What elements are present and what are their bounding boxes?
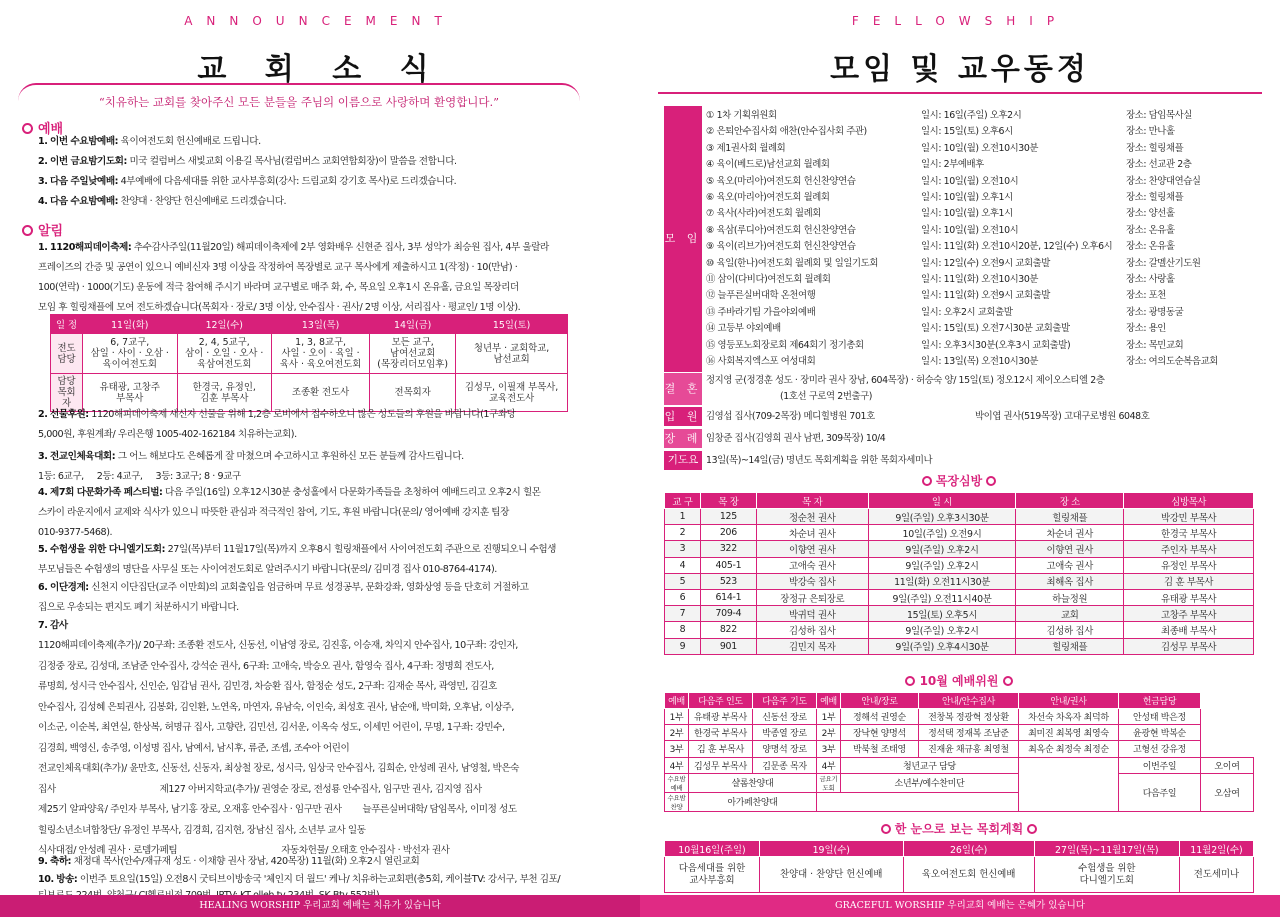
meeting-row xyxy=(706,239,1254,255)
schedule-header: 13일(목) xyxy=(272,315,370,334)
visit-cell: 한경국 부목사 xyxy=(1124,525,1254,541)
visit-cell: 9일(주일) 오후4시30분 xyxy=(868,638,1016,654)
page-title: 모임 및 교우동정 xyxy=(830,52,1090,87)
thanks-line: 집사 제127 아버지학교(추가)/ 권영순 장로, 전성룡 안수집사, 임구만 권사, 김지영 집사 xyxy=(38,783,482,795)
plan-title: 한 눈으로 보는 목회계획 xyxy=(664,820,1254,837)
meeting-place: 장소: 용인 xyxy=(1126,323,1166,335)
visit-cell: 206 xyxy=(700,525,756,541)
visit-header: 교 구 xyxy=(665,493,701,509)
circle-icon xyxy=(1027,824,1037,834)
visit-cell: 하늘정원 xyxy=(1016,589,1124,605)
plan-header: 11월2일(수) xyxy=(1179,841,1253,857)
visit-cell: 이향연 권사 xyxy=(1016,541,1124,557)
meeting-name: ⑬ 주바라기팀 가을야외예배 xyxy=(706,306,816,318)
funeral-label: 장 례 xyxy=(664,429,702,448)
meeting-date: 일시: 10일(월) 오후1시 xyxy=(921,192,1013,203)
visit-cell: 박강숙 집사 xyxy=(756,573,868,589)
worship-item: 4. 다음 수요밤예배: 찬양대 · 찬양단 헌신예배로 드리겠습니다. xyxy=(38,196,287,207)
visit-header: 심방목사 xyxy=(1124,493,1254,509)
evangelism-schedule-table xyxy=(50,314,568,412)
meeting-name: ④ 육이(베드로)남선교회 월례회 xyxy=(706,159,830,171)
section-worship: 예배 xyxy=(22,118,63,137)
visit-cell: 9 xyxy=(665,638,701,654)
news-item-3: 3. 전교인체육대회: 그 어느 해보다도 은혜롭게 잘 마쳤으며 수고하시고 후원하신 모든 분들께 감사드립니다. 1등: 6교구, 2등: 4교구, 3등: 3교구; 8 · 9교구 xyxy=(38,451,464,482)
visit-cell: 유태광 부목사 xyxy=(1124,589,1254,605)
thanks-line: 1120해피데이축제(추가)/ 20구좌: 조종환 전도사, 신동선, 이남영 장로, 김진홍, 이승재, 차익지 안수집사, 10구좌: 강인자, xyxy=(38,640,518,651)
worship-item: 2. 이번 금요밤기도회: 미국 컬럼버스 새빛교회 이용길 목사님(컬럼버스 교회연합회장)이 말씀을 전합니다. xyxy=(38,156,457,167)
table-row xyxy=(665,606,1254,622)
meeting-row xyxy=(706,354,1254,370)
visit-cell: 901 xyxy=(700,638,756,654)
plan-header: 26일(수) xyxy=(903,841,1034,857)
visit-cell: 9일(주일) 오후2시 xyxy=(868,557,1016,573)
duty-cell: 윤광현 박복순 xyxy=(1119,725,1201,741)
meeting-place: 장소: 여의도순복음교회 xyxy=(1126,356,1218,367)
meeting-place: 장소: 만나홀 xyxy=(1126,126,1175,138)
duty-cell: 2부 xyxy=(817,725,841,741)
worship-item: 3. 다음 주일낮예배: 4부예배에 다음세대를 위한 교사부흥회(강사: 드림교회 강기호 목사)로 드리겠습니다. xyxy=(38,176,457,187)
visit-header: 목 장 xyxy=(700,493,756,509)
visit-cell: 4 xyxy=(665,557,701,573)
schedule-cell: 1, 3, 8교구, 사일 · 오이 · 육일 · 육사 · 육오여전도회 xyxy=(272,334,370,374)
schedule-header: 14일(금) xyxy=(370,315,456,334)
meeting-place: 장소: 사랑홀 xyxy=(1126,274,1175,285)
visit-cell: 힐링채플 xyxy=(1016,509,1124,525)
meeting-name: ① 1차 기획위원회 xyxy=(706,110,777,121)
meeting-row xyxy=(706,288,1254,304)
meeting-row xyxy=(706,305,1254,321)
meeting-name: ⑨ 육이(리브가)여전도회 헌신찬양연습 xyxy=(706,241,856,253)
meeting-row xyxy=(706,124,1254,140)
visit-cell: 9일(주일) 오후3시30분 xyxy=(868,509,1016,525)
schedule-cell: 전목회자 xyxy=(370,374,456,412)
duty-cell: 안성태 박은정 xyxy=(1119,709,1201,725)
duty-cell: 1부 xyxy=(665,709,689,725)
plan-table xyxy=(664,840,1254,893)
duty-header: 헌금담당 xyxy=(1119,693,1201,709)
thanks-line: 식사대접/ 안성례 권사 · 로뎀가페팀 자동차헌물/ 오태호 안수집사 · 박선자 권사 xyxy=(38,845,450,856)
visit-cell: 차순녀 권사 xyxy=(1016,525,1124,541)
meeting-place: 장소: 목민교회 xyxy=(1126,339,1184,351)
visit-cell: 3 xyxy=(665,541,701,557)
admission-a: 김영섭 집사(709-2목장) 메디힐병원 701호 xyxy=(706,411,875,422)
thanks-line: 류명희, 성시극 안수집사, 신인순, 임갑님 권사, 김민경, 차승환 집사, 함정순 성도, 2구좌: 김재순 목사, 곽영민, 김길호 xyxy=(38,681,497,692)
table-row xyxy=(665,557,1254,573)
duty-cell: 박북철 조태영 xyxy=(841,741,919,757)
page-title: 교 회 소 식 xyxy=(197,52,443,87)
meeting-row xyxy=(706,272,1254,288)
visit-cell: 김성하 집사 xyxy=(1016,622,1124,638)
plan-header: 10월16일(주일) xyxy=(665,841,760,857)
plan-header: 19일(수) xyxy=(759,841,903,857)
section-header: FELLOWSHIP xyxy=(851,14,1069,28)
admission-label: 입 원 xyxy=(664,407,702,426)
meal-next: 다음주일 xyxy=(1119,773,1201,811)
meeting-date: 일시: 10일(월) 오전10시 xyxy=(921,224,1019,236)
visit-cell: 2 xyxy=(665,525,701,541)
meeting-name: ⑩ 육일(한나)여전도회 월례회 및 일일기도회 xyxy=(706,257,878,269)
news-item-2: 2. 선물후원: 1120해피데이축제 새신자 선물을 위해 1,2층 로비에서 접수하오니 많은 성도들의 후원을 바랍니다(1구좌당 5,000원, 후원계좌/ 우리은행 1005-402-162184 치유하는교회). xyxy=(38,409,516,440)
visit-cell: 교회 xyxy=(1016,606,1124,622)
meeting-date: 일시: 오후3시30분(오후3시 교회출발) xyxy=(921,339,1071,351)
meeting-place: 장소: 온유홀 xyxy=(1126,224,1175,236)
circle-icon xyxy=(22,225,33,236)
visit-cell: 박귀덕 권사 xyxy=(756,606,868,622)
thanks-line: 김정중 장로, 김성대, 조남준 안수집사, 강석순 권사, 6구좌: 고애숙, 박승오 권사, 함영숙 집사, 4구좌: 정명희 전도사, xyxy=(38,660,494,672)
thanks-line: 전교인체육대회(추가)/ 윤만호, 신동선, 신동자, 최상철 장로, 성시극, 임상국 안수집사, 김희순, 안성례 권사, 남영철, 박은숙 xyxy=(38,763,519,774)
duty-cell: 수요밤예배 xyxy=(665,773,689,792)
visit-cell: 이향연 권사 xyxy=(756,541,868,557)
meeting-date: 일시: 12일(수) 오전9시 교회출발 xyxy=(921,257,1050,269)
meeting-date: 일시: 2부예배후 xyxy=(921,159,984,171)
table-row xyxy=(665,725,1254,741)
visit-cell: 6 xyxy=(665,589,701,605)
duty-cell: 아가페찬양대 xyxy=(689,792,817,811)
meeting-name: ③ 제1권사회 월례회 xyxy=(706,142,786,154)
thanks-line: 김경희, 백영신, 송주영, 이성명 집사, 남예서, 남시후, 류준, 조셉, 조수아 어린이 xyxy=(38,742,350,754)
meal-next-value: 오삼여 xyxy=(1201,773,1254,811)
meeting-place: 장소: 양선홀 xyxy=(1126,208,1175,220)
visit-cell: 405-1 xyxy=(700,557,756,573)
visit-cell: 최종배 부목사 xyxy=(1124,622,1254,638)
plan-cell: 수험생을 위한 다니엘기도회 xyxy=(1034,857,1179,893)
meeting-date: 일시: 10일(월) 오전10시 xyxy=(921,175,1019,187)
table-row xyxy=(665,525,1254,541)
wedding-label: 결 혼 xyxy=(664,373,702,405)
meeting-place: 장소: 찬양대연습실 xyxy=(1126,175,1201,187)
schedule-header: 15일(토) xyxy=(456,315,568,334)
meeting-name: ⑧ 육삼(루디아)여전도회 헌신찬양연습 xyxy=(706,224,856,236)
table-row xyxy=(665,622,1254,638)
duty-cell: 김 훈 부목사 xyxy=(689,741,753,757)
meeting-date: 일시: 15일(토) 오전7시30분 교회출발 xyxy=(921,323,1070,335)
visit-cell: 고애숙 권사 xyxy=(1016,557,1124,573)
table-row xyxy=(665,709,1254,725)
visit-cell: 김성무 부목사 xyxy=(1124,638,1254,654)
visit-cell: 822 xyxy=(700,622,756,638)
visit-cell: 1 xyxy=(665,509,701,525)
schedule-cell: 6, 7교구, 삼일 · 사이 · 오삼 · 육이여전도회 xyxy=(83,334,178,374)
meeting-name: ⑤ 육오(마리아)여전도회 헌신찬양연습 xyxy=(706,175,856,187)
meeting-name: ⑭ 고등부 야외예배 xyxy=(706,323,781,335)
meeting-place: 장소: 포천 xyxy=(1126,290,1166,302)
duty-cell: 한경국 부목사 xyxy=(689,725,753,741)
prayer-text: 13일(목)~14일(금) 명년도 목회계획을 위한 목회자세미나 xyxy=(706,455,933,466)
plan-cell: 찬양대 · 찬양단 헌신예배 xyxy=(759,857,903,893)
schedule-cell: 조종환 전도사 xyxy=(272,374,370,412)
circle-icon xyxy=(922,476,932,486)
visit-cell: 11일(화) 오전11시30분 xyxy=(868,573,1016,589)
thanks-line: 안수집사, 김성혜 은퇴권사, 김봉화, 김인환, 노연옥, 마연자, 유남숙, 이인숙, 최성호 권사, 남순애, 박미화, 오후남, 이상주, xyxy=(38,701,514,713)
meeting-place: 장소: 온유홀 xyxy=(1126,241,1175,253)
visit-cell: 김민지 목자 xyxy=(756,638,868,654)
schedule-header: 11일(화) xyxy=(83,315,178,334)
thanks-line: 제25기 알파양육/ 주인자 부목사, 남기홍 장로, 오재홍 안수집사 · 임구만 권사 늘푸른실버대학/ 담임목사, 이미정 성도 xyxy=(38,804,517,815)
duty-cell: 금요기도회 xyxy=(817,773,841,792)
visit-header: 목 자 xyxy=(756,493,868,509)
visit-cell: 9일(주일) 오후2시 xyxy=(868,541,1016,557)
meeting-place: 장소: 힐링채플 xyxy=(1126,142,1184,154)
duty-cell: 수요밤찬양 xyxy=(665,792,689,811)
duty-cell: 전창복 정광혁 정상환 xyxy=(919,709,1019,725)
visit-cell: 정순천 권사 xyxy=(756,509,868,525)
duty-header: 예배 xyxy=(665,693,689,709)
table-row xyxy=(665,573,1254,589)
visit-cell: 힐링채플 xyxy=(1016,638,1124,654)
funeral-text: 임창준 집사(김영희 권사 남편, 309목장) 10/4 xyxy=(706,433,886,444)
thanks-line: 이소군, 이순복, 최연실, 한상복, 허명규 집사, 고향란, 김민선, 김서운, 이옥숙 성도, 이세민 어린이, 무명, 1구좌: 강민수, xyxy=(38,722,505,733)
meeting-date: 일시: 15일(토) 오후6시 xyxy=(921,126,1013,138)
visit-cell: 장정규 은퇴장로 xyxy=(756,589,868,605)
meeting-date: 일시: 11일(화) 오전10시30분 xyxy=(921,274,1039,285)
meeting-name: ⑪ 삼이(다비다)여전도회 월례회 xyxy=(706,274,831,285)
duty-cell: 최옥순 최정숙 최정순 xyxy=(1019,741,1119,757)
wedding-line-1: 정지영 군(정경훈 성도 · 장미라 권사 장남, 604목장) · 허승숙 양/ 15일(토) 정오12시 제이오스티엘 2층 xyxy=(706,375,1105,386)
duty-cell: 유태광 부목사 xyxy=(689,709,753,725)
visit-cell: 614-1 xyxy=(700,589,756,605)
meeting-name: ② 은퇴안수집사회 애찬(안수집사회 주관) xyxy=(706,126,867,138)
duty-cell: 김문종 목자 xyxy=(753,757,817,773)
table-row xyxy=(665,741,1254,757)
meeting-date: 일시: 10일(월) 오전10시30분 xyxy=(921,142,1039,154)
meeting-row xyxy=(706,157,1254,173)
visit-cell: 322 xyxy=(700,541,756,557)
visit-cell: 8 xyxy=(665,622,701,638)
plan-cell: 전도세미나 xyxy=(1179,857,1253,893)
meeting-date: 일시: 16일(주일) 오후2시 xyxy=(921,110,1022,121)
visit-header: 일 시 xyxy=(868,493,1016,509)
duty-cell: 최미진 최복영 최영숙 xyxy=(1019,725,1119,741)
news-item-10: 10. 방송: 이번주 토요일(15일) 오전8시 굿티브이방송국 '체인지 더 월드' 케나/ 치유하는교회편(총5회, 케이블TV: 강서구, 부천 김포/ xyxy=(38,874,561,885)
meeting-row xyxy=(706,338,1254,354)
duty-cell: 정해석 권영순 xyxy=(841,709,919,725)
news-item-6: 6. 이단경계: 신천지 이단집단(교주 이만희)의 교회출입을 엄금하며 무료 성경공부, 문화강좌, 영화상영 등을 단호히 거절하고 집으로 우송되는 편지도 폐기 처분하시기 바랍니다. xyxy=(38,582,529,613)
duty-cell: 4부 xyxy=(665,757,689,773)
meetings-label: 모 임 xyxy=(664,106,702,372)
visit-cell: 125 xyxy=(700,509,756,525)
row-header: 담당 목회자 xyxy=(51,374,83,412)
meeting-name: ⑯ 사회복지엑스포 여성대회 xyxy=(706,356,816,367)
meeting-name: ⑥ 육오(마리아)여전도회 월례회 xyxy=(706,192,830,203)
meal-this-value: 오이여 xyxy=(1201,757,1254,773)
table-row xyxy=(665,757,1254,773)
duty-cell: 박종열 장로 xyxy=(753,725,817,741)
table-row xyxy=(665,509,1254,525)
meeting-place: 장소: 담임목사실 xyxy=(1126,110,1192,121)
duty-cell: 차선숙 차옥자 최덕하 xyxy=(1019,709,1119,725)
circle-icon xyxy=(986,476,996,486)
meeting-date: 일시: 13일(목) 오전10시30분 xyxy=(921,356,1039,367)
table-row xyxy=(665,638,1254,654)
schedule-cell: 김성무, 이필재 부목사, 교육전도사 xyxy=(456,374,568,412)
duty-cell: 3부 xyxy=(665,741,689,757)
table-row xyxy=(665,541,1254,557)
footer-right: GRACEFUL WORSHIP 우리교회 예배는 은혜가 있습니다 xyxy=(640,895,1280,917)
circle-icon xyxy=(22,123,33,134)
meeting-place: 장소: 힐링채플 xyxy=(1126,192,1184,203)
meal-label: 식당 봉사 xyxy=(1019,757,1119,811)
duty-cell: 신동선 장로 xyxy=(753,709,817,725)
schedule-cell: 청년부 · 교회학교, 남선교회 xyxy=(456,334,568,374)
schedule-cell: 모든 교구, 남여선교회 (목장리더모임후) xyxy=(370,334,456,374)
news-item-7: 7. 감사 1120해피데이축제(추가)/ 20구좌: 조종환 전도사, 신동선, 이남영 장로, 김진홍, 이승재, 차익지 안수집사, 10구좌: 강인자, 김정중 장로, 김성대, 조남준 안수집사, 강석순 권사, 6구좌: 고애숙, 박승오 권사, 함영숙 집사, 4구좌: 정명희 전도사, 류명희, 성시극 안수집사, 신인순, 임갑님 권사, 김민경, 차승환 집사, 함정순 성도, 2구좌: 김재순 목사, 곽영민, 김길호 안수집사, 김성혜 은퇴권사, 김봉화, 김인환, 노연옥, 마연자, 유남숙, 이인숙, 최성호 권사, 남순애, 박미화, 오후남, 이상주, 이소군, 이순복, 최연실, 한상복, 허명규 집사, 고향란, 김민선, 김서운, 이옥숙 성도, 이세민 어린이, 무명, 1구좌: 강민수, 김경희, 백영신, 송주영, 이성명 집사, 남예서, 남시후, 류준, 조셉, 조수아 어린이 전교인체육대회(추가)/ 윤만호, 신동선, 신동자, 최상철 장로, 성시극, 임상국 안수집사, 김희순, 안성례 권사, 남영철, 박은숙 집사 제127 아버지학교(추가)/ 권영순 장로, 전성룡 안수집사, 임구만 권사, 김지영 집사 제25기 알파양육/ 주인자 부목사, 남기홍 장로, 오재홍 안수집사 · 임구만 권사 늘푸른실버대학/ 담임목사, 이미정 성도 힐링소년소녀합창단/ 유정인 부목사, 김경희, 김지현, 장남신 집사, 소년부 교사 일동 식사대접/ 안성례 권사 · 로뎀가페팀 자동차헌물/ 오태호 안수집사 · 박선자 권사 xyxy=(38,616,566,862)
meeting-row xyxy=(706,223,1254,239)
duty-cell: 청년교구 담당 xyxy=(841,757,1019,773)
duty-cell: 1부 xyxy=(817,709,841,725)
duty-header: 예배 xyxy=(817,693,841,709)
visit-cell: 차순녀 권사 xyxy=(756,525,868,541)
wedding-line-2: (1호선 구로역 2번출구) xyxy=(780,391,873,402)
plan-cell: 육오여전도회 헌신예배 xyxy=(903,857,1034,893)
visit-table xyxy=(664,492,1254,655)
duty-header: 안내/안수집사 xyxy=(919,693,1019,709)
row-header: 전도 담당 xyxy=(51,334,83,374)
meeting-name: ⑮ 영등포노회장로회 제64회기 정기총회 xyxy=(706,339,864,351)
schedule-cell: 2, 4, 5교구, 삼이 · 오일 · 오사 · 육삼여전도회 xyxy=(177,334,272,374)
duty-header: 안내/장로 xyxy=(841,693,919,709)
visit-cell: 7 xyxy=(665,606,701,622)
meal-this: 이번주일 xyxy=(1119,757,1201,773)
duty-cell: 고형선 강유정 xyxy=(1119,741,1201,757)
duty-cell: 4부 xyxy=(817,757,841,773)
visit-cell: 김성하 집사 xyxy=(756,622,868,638)
visit-cell: 9일(주일) 오전11시40분 xyxy=(868,589,1016,605)
schedule-cell: 유태광, 고창주 부목사 xyxy=(83,374,178,412)
meeting-row xyxy=(706,174,1254,190)
duty-cell xyxy=(817,792,1019,811)
visit-cell: 5 xyxy=(665,573,701,589)
duty-title: 10월 예배위원 xyxy=(664,672,1254,689)
duty-cell: 소년부/예수찬미단 xyxy=(841,773,1019,792)
visit-cell: 고창주 부목사 xyxy=(1124,606,1254,622)
visit-cell: 김 훈 부목사 xyxy=(1124,573,1254,589)
meeting-row xyxy=(706,256,1254,272)
section-news: 알림 xyxy=(22,220,63,239)
visit-cell: 최해옥 집사 xyxy=(1016,573,1124,589)
visit-cell: 주인자 부목사 xyxy=(1124,541,1254,557)
visit-cell: 박강민 부목사 xyxy=(1124,509,1254,525)
visit-cell: 9일(주일) 오후2시 xyxy=(868,622,1016,638)
duty-cell: 정석택 정재복 조남준 xyxy=(919,725,1019,741)
meeting-place: 장소: 광명동굴 xyxy=(1126,306,1184,318)
visit-cell: 10일(주일) 오전9시 xyxy=(868,525,1016,541)
visit-header: 장 소 xyxy=(1016,493,1124,509)
thanks-line: 힐링소년소녀합창단/ 유정인 부목사, 김경희, 김지현, 장남신 집사, 소년부 교사 일동 xyxy=(38,824,366,836)
meeting-row xyxy=(706,321,1254,337)
meeting-date: 일시: 10일(월) 오후1시 xyxy=(921,208,1013,220)
prayer-label: 기도요청 xyxy=(664,451,702,470)
circle-icon xyxy=(905,676,915,686)
schedule-cell: 한경국, 유정인, 김훈 부목사 xyxy=(177,374,272,412)
news-item-4: 4. 제7회 다문화가족 페스티벌: 다음 주일(16일) 오후12시30분 충성홀에서 다문화가족들을 초청하여 예배드리고 오후2시 힐몬 스카이 라운지에서 교제와 식사가 있으니 따뜻한 관심과 적극적인 참여, 기도, 후원 바랍니다(문의/ 영어예배 강지훈 팀장 010-9377-5468). xyxy=(38,487,541,538)
meeting-date: 일시: 11일(화) 오전10시20분, 12일(수) 오후6시 xyxy=(921,241,1113,253)
circle-icon xyxy=(1003,676,1013,686)
duty-header: 다음주 인도 xyxy=(689,693,753,709)
duty-table xyxy=(664,692,1254,812)
meeting-date: 일시: 11일(화) 오전9시 교회출발 xyxy=(921,290,1050,302)
visit-cell: 유정인 부목사 xyxy=(1124,557,1254,573)
meeting-place: 장소: 선교관 2층 xyxy=(1126,159,1192,171)
meeting-name: ⑫ 늘푸른실버대학 온천여행 xyxy=(706,290,816,302)
news-item-5: 5. 수험생을 위한 다니엘기도회: 27일(목)부터 11월17일(목)까지 오후8시 힐링채플에서 사이여전도회 주관으로 진행되오니 수험생 부모님들은 수험생의 명단을 사무실 또는 사이여전도회로 알려주시기 바랍니다(문의/ 김미경 집사 010-8764-4174). xyxy=(38,544,556,575)
duty-cell: 2부 xyxy=(665,725,689,741)
visit-title: 목장심방 xyxy=(664,472,1254,489)
title-rule xyxy=(658,90,1262,94)
duty-cell: 3부 xyxy=(817,741,841,757)
meeting-place: 장소: 갈멜산기도원 xyxy=(1126,257,1201,269)
duty-cell: 진재윤 채규홍 최영철 xyxy=(919,741,1019,757)
meeting-name: ⑦ 육사(사라)여전도회 월례회 xyxy=(706,208,821,220)
footer-left: HEALING WORSHIP 우리교회 예배는 치유가 있습니다 xyxy=(0,895,640,917)
meeting-row xyxy=(706,108,1254,124)
duty-header: 안내/권사 xyxy=(1019,693,1119,709)
duty-cell: 샬롬찬양대 xyxy=(689,773,817,792)
table-row xyxy=(665,773,1254,792)
worship-item: 1. 이번 수요밤예배: 육이여전도회 헌신예배로 드립니다. xyxy=(38,136,261,147)
news-item-1: 1. 1120해피데이축제: 추수감사주일(11월20일) 해피데이축제에 2부 영화배우 신현준 집사, 3부 성악가 최승원 집사, 4부 울랄라 프레이즈의 간증 및 공연이 있으니 예비신자 3명 이상을 작정하여 목장별로 교구 목사에게 제출하시고 1(작정) · 10(만남) · 100(연락) · 1000(기도) 운동에 적극 참여해 주시기 바라며 교구별로 매주 화, 수, 목요일 오후1시 온유홀, 금요일 목장리더 모임 후 힐링채플에 모여 전도하겠습니다(목회자 · 장로/ 3명 이상, 안수집사 · 권사/ 2명 이상, 서리집사 · 평교인/ 1명 이상). xyxy=(38,242,549,313)
meeting-row xyxy=(706,141,1254,157)
plan-cell: 다음세대를 위한 교사부흥회 xyxy=(665,857,760,893)
news-item-9: 9. 축하: 채정대 목사(안수/재규재 성도 · 이채향 권사 장남, 420목장) 11월(화) 오후2시 열린교회 xyxy=(38,856,420,867)
meeting-row xyxy=(706,190,1254,206)
visit-cell: 고애숙 권사 xyxy=(756,557,868,573)
duty-header: 다음주 기도 xyxy=(753,693,817,709)
schedule-header: 일 정 xyxy=(51,315,83,334)
duty-cell: 김성무 부목사 xyxy=(689,757,753,773)
meeting-date: 일시: 오후2시 교회출발 xyxy=(921,306,1013,318)
circle-icon xyxy=(881,824,891,834)
duty-cell: 양명석 장로 xyxy=(753,741,817,757)
duty-cell: 장낙현 양명석 xyxy=(841,725,919,741)
table-row xyxy=(665,589,1254,605)
plan-header: 27일(목)~11월17일(목) xyxy=(1034,841,1179,857)
visit-cell: 523 xyxy=(700,573,756,589)
schedule-header: 12일(수) xyxy=(177,315,272,334)
section-header: ANNOUNCEMENT xyxy=(184,14,456,28)
meeting-row xyxy=(706,206,1254,222)
visit-cell: 709-4 xyxy=(700,606,756,622)
visit-cell: 15일(토) 오후5시 xyxy=(868,606,1016,622)
welcome-banner: “치유하는 교회를 찾아주신 모든 분들을 주님의 이름으로 사랑하며 환영합니다.” xyxy=(18,83,580,113)
admission-b: 박이엽 권사(519목장) 고대구로병원 6048호 xyxy=(975,411,1150,422)
